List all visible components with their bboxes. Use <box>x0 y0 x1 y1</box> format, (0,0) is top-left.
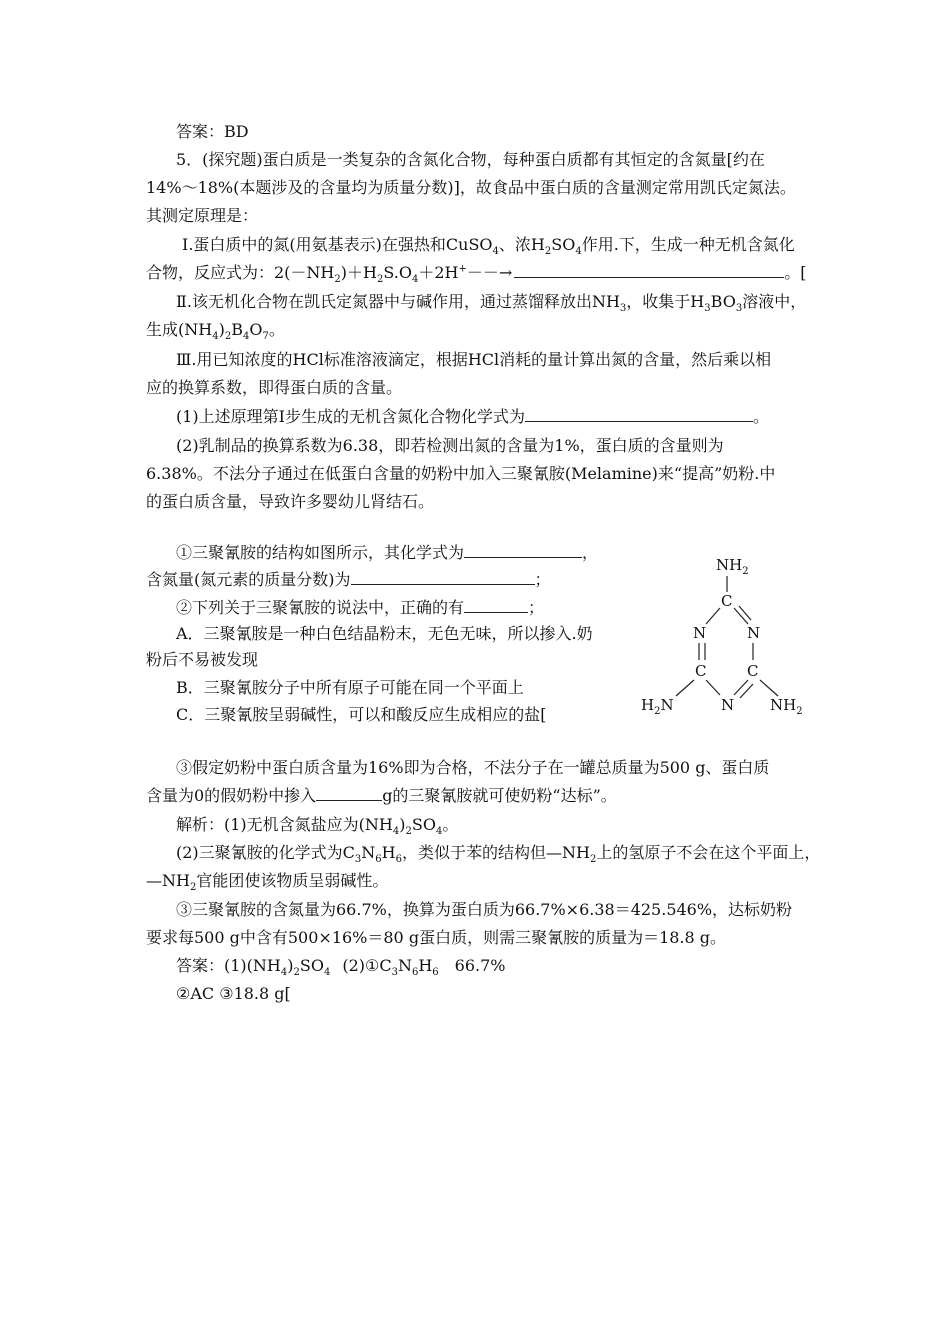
sub-question-1-line-1: ①三聚氰胺的结构如图所示，其化学式为 ， <box>176 543 599 562</box>
analysis-line-2: (2)三聚氰胺的化学式为$C_3N_6H_6$，类似于苯的结构但$—NH_2$上的氢原子不会在这个平面上， <box>176 843 821 866</box>
nitrogen-content-blank[interactable] <box>351 570 535 585</box>
part-2-line-3: 的蛋白质含量，导致许多婴幼儿肾结石。 <box>146 492 435 511</box>
option-a-line-1: A．三聚氰胺是一种白色结晶粉末，无色无味，所以掺入.奶 <box>176 624 593 643</box>
answer-line-1: 答案：$(1)(NH_4)_2SO_4$ $(2)①C_3N_6H_6$ 66.7% <box>176 956 506 979</box>
atom-n-bottom: N <box>721 696 735 714</box>
question-5-line-2: 14%～18%(本题涉及的含量均为质量分数)]，故食品中蛋白质的含量测定常用凯氏定氮法。 <box>146 178 796 197</box>
sub-question-2: ②下列关于三聚氰胺的说法中，正确的有 ； <box>176 598 545 617</box>
top-amino-group: $NH_2$ <box>716 556 749 577</box>
sub-question-3-line-1: ③假定奶粉中蛋白质含量为16%即为合格，不法分子在一罐总质量为500 g、蛋白质 <box>176 758 770 777</box>
atom-n-right: N <box>747 624 761 642</box>
right-amino-group: $NH_2$ <box>770 696 803 717</box>
option-b: B．三聚氰胺分子中所有原子可能在同一个平面上 <box>176 678 524 697</box>
analysis-line-3: $—NH_2$官能团使该物质呈弱碱性。 <box>146 871 389 894</box>
bond-c1-n1 <box>706 608 720 624</box>
melamine-mass-blank[interactable] <box>316 786 382 801</box>
bond-c1-n2 <box>734 608 748 624</box>
step-3-line-1: Ⅲ.用已知浓度的HCl标准溶液滴定，根据HCl消耗的量计算出氮的含量，然后乘以相 <box>176 350 772 369</box>
sub-question-3-line-2: 含量为0的假奶粉中掺入 g的三聚氰胺就可使奶粉“达标”。 <box>146 786 617 805</box>
part-1-question: (1)上述原理第Ⅰ步生成的无机含氮化合物化学式为 。 <box>176 407 770 426</box>
option-a-line-2: 粉后不易被发现 <box>146 650 259 669</box>
bond-right-amino <box>760 680 778 696</box>
atom-c-left: C <box>695 662 707 680</box>
step-2-line-2: 生成$(NH_4)_2B_4O_7$。 <box>146 320 285 343</box>
step-2-line-1: Ⅱ.该无机化合物在凯氏定氮器中与碱作用，通过蒸馏释放出$NH_3$，收集于$H_3BO_3$溶液中， <box>176 292 807 315</box>
correct-options-blank[interactable] <box>464 598 528 613</box>
bond-c2-n3 <box>706 680 720 695</box>
reaction-product-blank[interactable] <box>514 263 784 278</box>
analysis-line-1: 解析：(1)无机含氮盐应为$(NH_4)_2SO_4$。 <box>176 815 459 838</box>
part-2-line-2: 6.38%。不法分子通过在低蛋白含量的奶粉中加入三聚氰胺(Melamine)来“提高”奶粉.中 <box>146 464 776 483</box>
option-c: C．三聚氰胺呈弱碱性，可以和酸反应生成相应的盐[ <box>176 705 547 724</box>
answer-line-2: ②AC ③18.8 g[ <box>176 984 291 1003</box>
question-5-line-1: 5．(探究题)蛋白质是一类复杂的含氮化合物，每种蛋白质都有其恒定的含氮量[约在 <box>176 150 765 169</box>
step-3-line-2: 应的换算系数，即得蛋白质的含量。 <box>146 378 403 397</box>
sub-question-1-line-2: 含氮量(氮元素的质量分数)为 ； <box>146 570 551 589</box>
previous-answer: 答案：BD <box>176 122 249 141</box>
bond-c3-n3 <box>734 680 748 695</box>
analysis-line-5: 要求每500 g中含有500×16%＝80 g蛋白质，则需三聚氰胺的质量为＝18.8 g。 <box>146 928 727 947</box>
step-1-line-2: 合物，反应式为：$2(-NH_2)+H_2S.O_4+2H^+--\to$ 。[ <box>146 263 807 286</box>
bond-left-amino <box>676 680 694 696</box>
analysis-line-4: ③三聚氰胺的含氮量为66.7%，换算为蛋白质为66.7%×6.38＝425.546%，达标奶粉 <box>176 900 793 919</box>
atom-n-left: N <box>693 624 707 642</box>
part-2-line-1: (2)乳制品的换算系数为6.38，即若检测出氮的含量为1%，蛋白质的含量则为 <box>176 436 724 455</box>
step-1-line-1: Ⅰ.蛋白质中的氮(用氨基表示)在强热和CuSO$_4$、浓$H_2SO_4$作用.下，生成一种无机含氮化 <box>182 235 795 258</box>
formula-blank[interactable] <box>464 543 582 558</box>
left-amino-group: $H_2N$ <box>641 696 674 717</box>
melamine-structure <box>636 550 816 720</box>
atom-c-top: C <box>721 592 733 610</box>
bond-c1-n2-double <box>739 606 751 620</box>
part-1-answer-blank[interactable] <box>525 407 753 422</box>
atom-c-right: C <box>747 662 759 680</box>
question-5-line-3: 其测定原理是： <box>146 206 259 225</box>
